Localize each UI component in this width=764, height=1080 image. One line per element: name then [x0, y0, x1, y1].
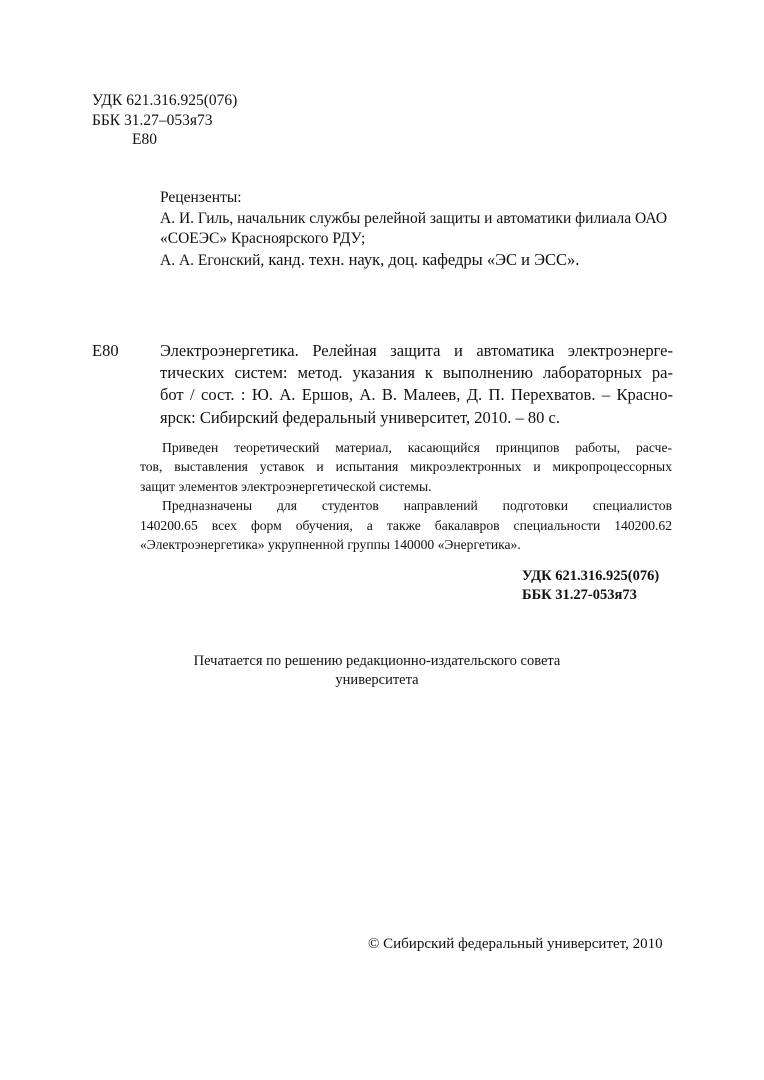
annotation-line: защит элементов электроэнергетической системы. — [140, 478, 432, 494]
entry-line: бот / сост. : Ю. А. Ершов, А. В. Малеев, Д. П. Перехватов. – Красно- — [160, 385, 673, 405]
author-mark: Е80 — [132, 131, 157, 148]
bold-codes-block — [522, 567, 659, 605]
reviewers-block — [160, 188, 667, 271]
bibliographic-entry — [160, 340, 673, 429]
print-decision — [150, 652, 604, 690]
print-decision-line-1: Печатается по решению редакционно-издательского совета — [193, 653, 561, 669]
annotation-block — [140, 438, 672, 554]
entry-line: Электроэнергетика. Релейная защита и автоматика электроэнерге- — [160, 341, 673, 360]
reviewer-2-name: А. А. Егонский, — [160, 251, 265, 269]
print-decision-line-2: университета — [335, 672, 419, 688]
udk-code: УДК 621.316.925(076) — [92, 92, 238, 109]
entry-line: ярск: Сибирский федеральный университет, 2010. – 80 с. — [160, 407, 560, 427]
annotation-line: Предназначены для студентов направлений подготовки специалистов — [162, 498, 672, 514]
annotation-line: Приведен теоретический материал, касающийся принципов работы, расче- — [162, 440, 672, 455]
copyright-notice: © Сибирский федеральный университет, 2010 — [368, 936, 663, 952]
entry-line: тических систем: метод. указания к выполнению лабораторных ра- — [160, 363, 673, 383]
entry-code: Е80 — [92, 341, 119, 360]
reviewer-2-details: канд. техн. наук, доц. кафедры «ЭС и ЭСС». — [264, 249, 580, 269]
classification-block — [92, 91, 237, 150]
bold-udk-code: УДК 621.316.925(076) — [522, 568, 660, 584]
bold-bbk-code: ББК 31.27-053я73 — [522, 587, 637, 603]
annotation-line: 140200.65 всех форм обучения, а также бакалавров специальности 140200.62 — [140, 517, 672, 533]
reviewers-heading: Рецензенты: — [160, 189, 242, 206]
reviewer-2 — [160, 250, 667, 272]
bbk-code: ББК 31.27–053я73 — [92, 111, 213, 129]
reviewer-1-line-2: «СОЕЭС» Красноярского РДУ; — [160, 230, 366, 247]
reviewer-1-line-1: А. И. Гиль, начальник службы релейной защиты и автоматики филиала ОАО — [160, 209, 668, 227]
annotation-line: «Электроэнергетика» укрупненной группы 140000 «Энергетика». — [140, 537, 521, 553]
annotation-line: тов, выставления уставок и испытания микроэлектронных и микропроцессорных — [140, 459, 672, 475]
